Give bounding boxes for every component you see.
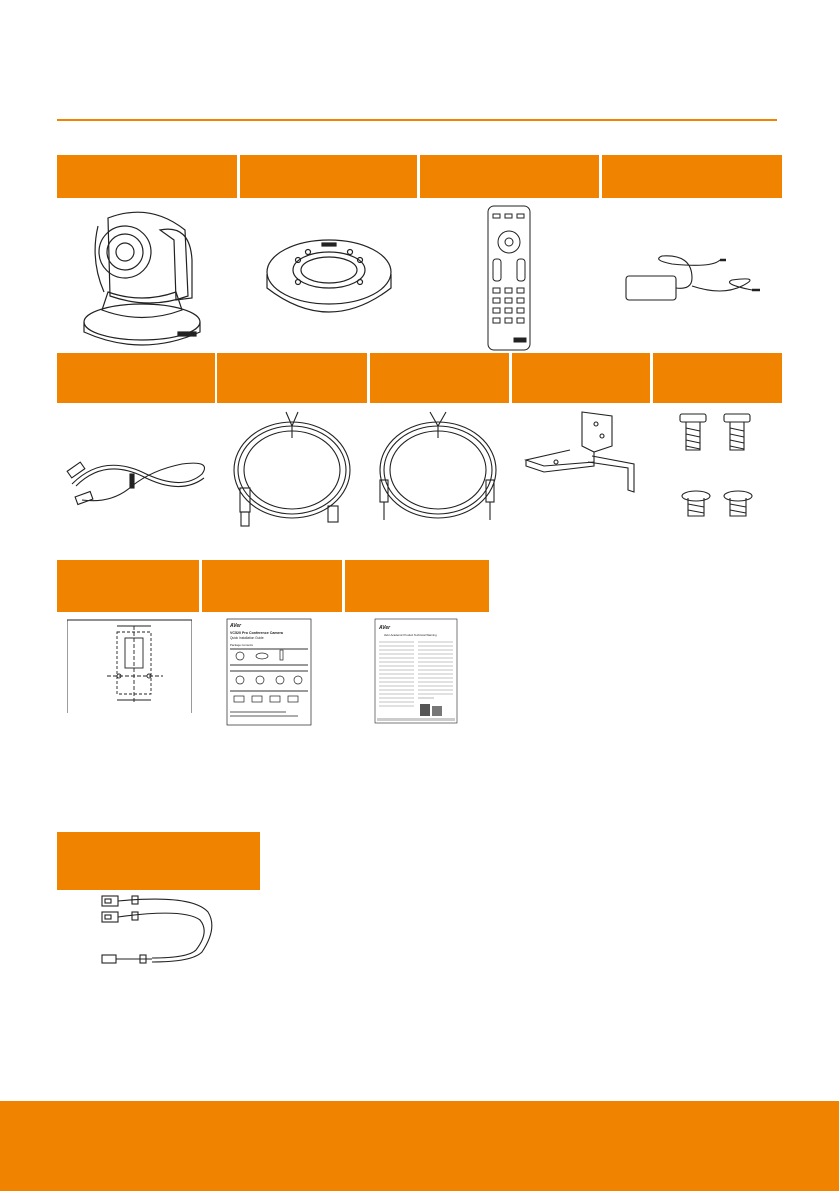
network-cable-image — [232, 408, 352, 530]
screws-bottom-image — [678, 488, 758, 520]
header-y-cable-label — [57, 825, 73, 856]
header-notice-sheet — [345, 560, 489, 612]
header-screws — [653, 353, 782, 403]
header-audio-cable — [370, 353, 509, 403]
svg-text:AVer: AVer — [379, 625, 391, 631]
camera-image — [80, 200, 210, 350]
screws-top-image — [676, 412, 756, 454]
header-hdmi-label — [57, 346, 73, 377]
wall-mount-bracket-image — [522, 406, 642, 498]
audio-cable-image — [378, 408, 498, 530]
header-screws-label — [653, 346, 669, 377]
header-remote-control — [420, 155, 599, 198]
header-camera-label — [57, 148, 73, 179]
header-wall-mount-label — [512, 346, 528, 377]
svg-text:VC520 Pro Conference Camera: VC520 Pro Conference Camera — [230, 631, 283, 635]
power-adapter-image — [622, 246, 770, 304]
header-adapter-label — [602, 148, 618, 179]
header-quick-guide-label — [202, 553, 218, 584]
svg-text:Package Contents: Package Contents — [230, 643, 253, 647]
footer-bar — [0, 1101, 839, 1191]
header-speakerphone-label — [240, 148, 256, 179]
header-quick-guide — [202, 560, 342, 612]
svg-text:Quick Installation Guide: Quick Installation Guide — [230, 636, 264, 640]
header-power-adapter — [602, 155, 782, 198]
hdmi-cable-image — [62, 444, 212, 512]
header-mounting-template — [57, 560, 199, 612]
header-wall-mount — [512, 353, 650, 403]
header-camera — [57, 155, 237, 198]
quick-guide-image — [226, 618, 312, 726]
header-template-label — [57, 553, 73, 584]
header-network-label — [217, 346, 233, 377]
header-hdmi-cable — [57, 353, 215, 403]
svg-text:AVer: AVer — [230, 623, 242, 629]
header-network-cable — [217, 353, 367, 403]
remote-control-image — [486, 204, 532, 352]
notice-sheet-image — [374, 618, 458, 724]
svg-text:AVer Academic Product Technica: AVer Academic Product Technical Warning — [384, 633, 437, 637]
header-audio-label — [370, 346, 386, 377]
mounting-template-image — [67, 618, 192, 713]
header-notice-label — [345, 553, 361, 584]
section-rule — [57, 119, 777, 121]
y-cable-image — [92, 892, 222, 972]
header-remote-label — [420, 148, 436, 179]
speakerphone-image — [262, 232, 396, 328]
header-y-cable — [57, 832, 260, 890]
header-speakerphone — [240, 155, 417, 198]
